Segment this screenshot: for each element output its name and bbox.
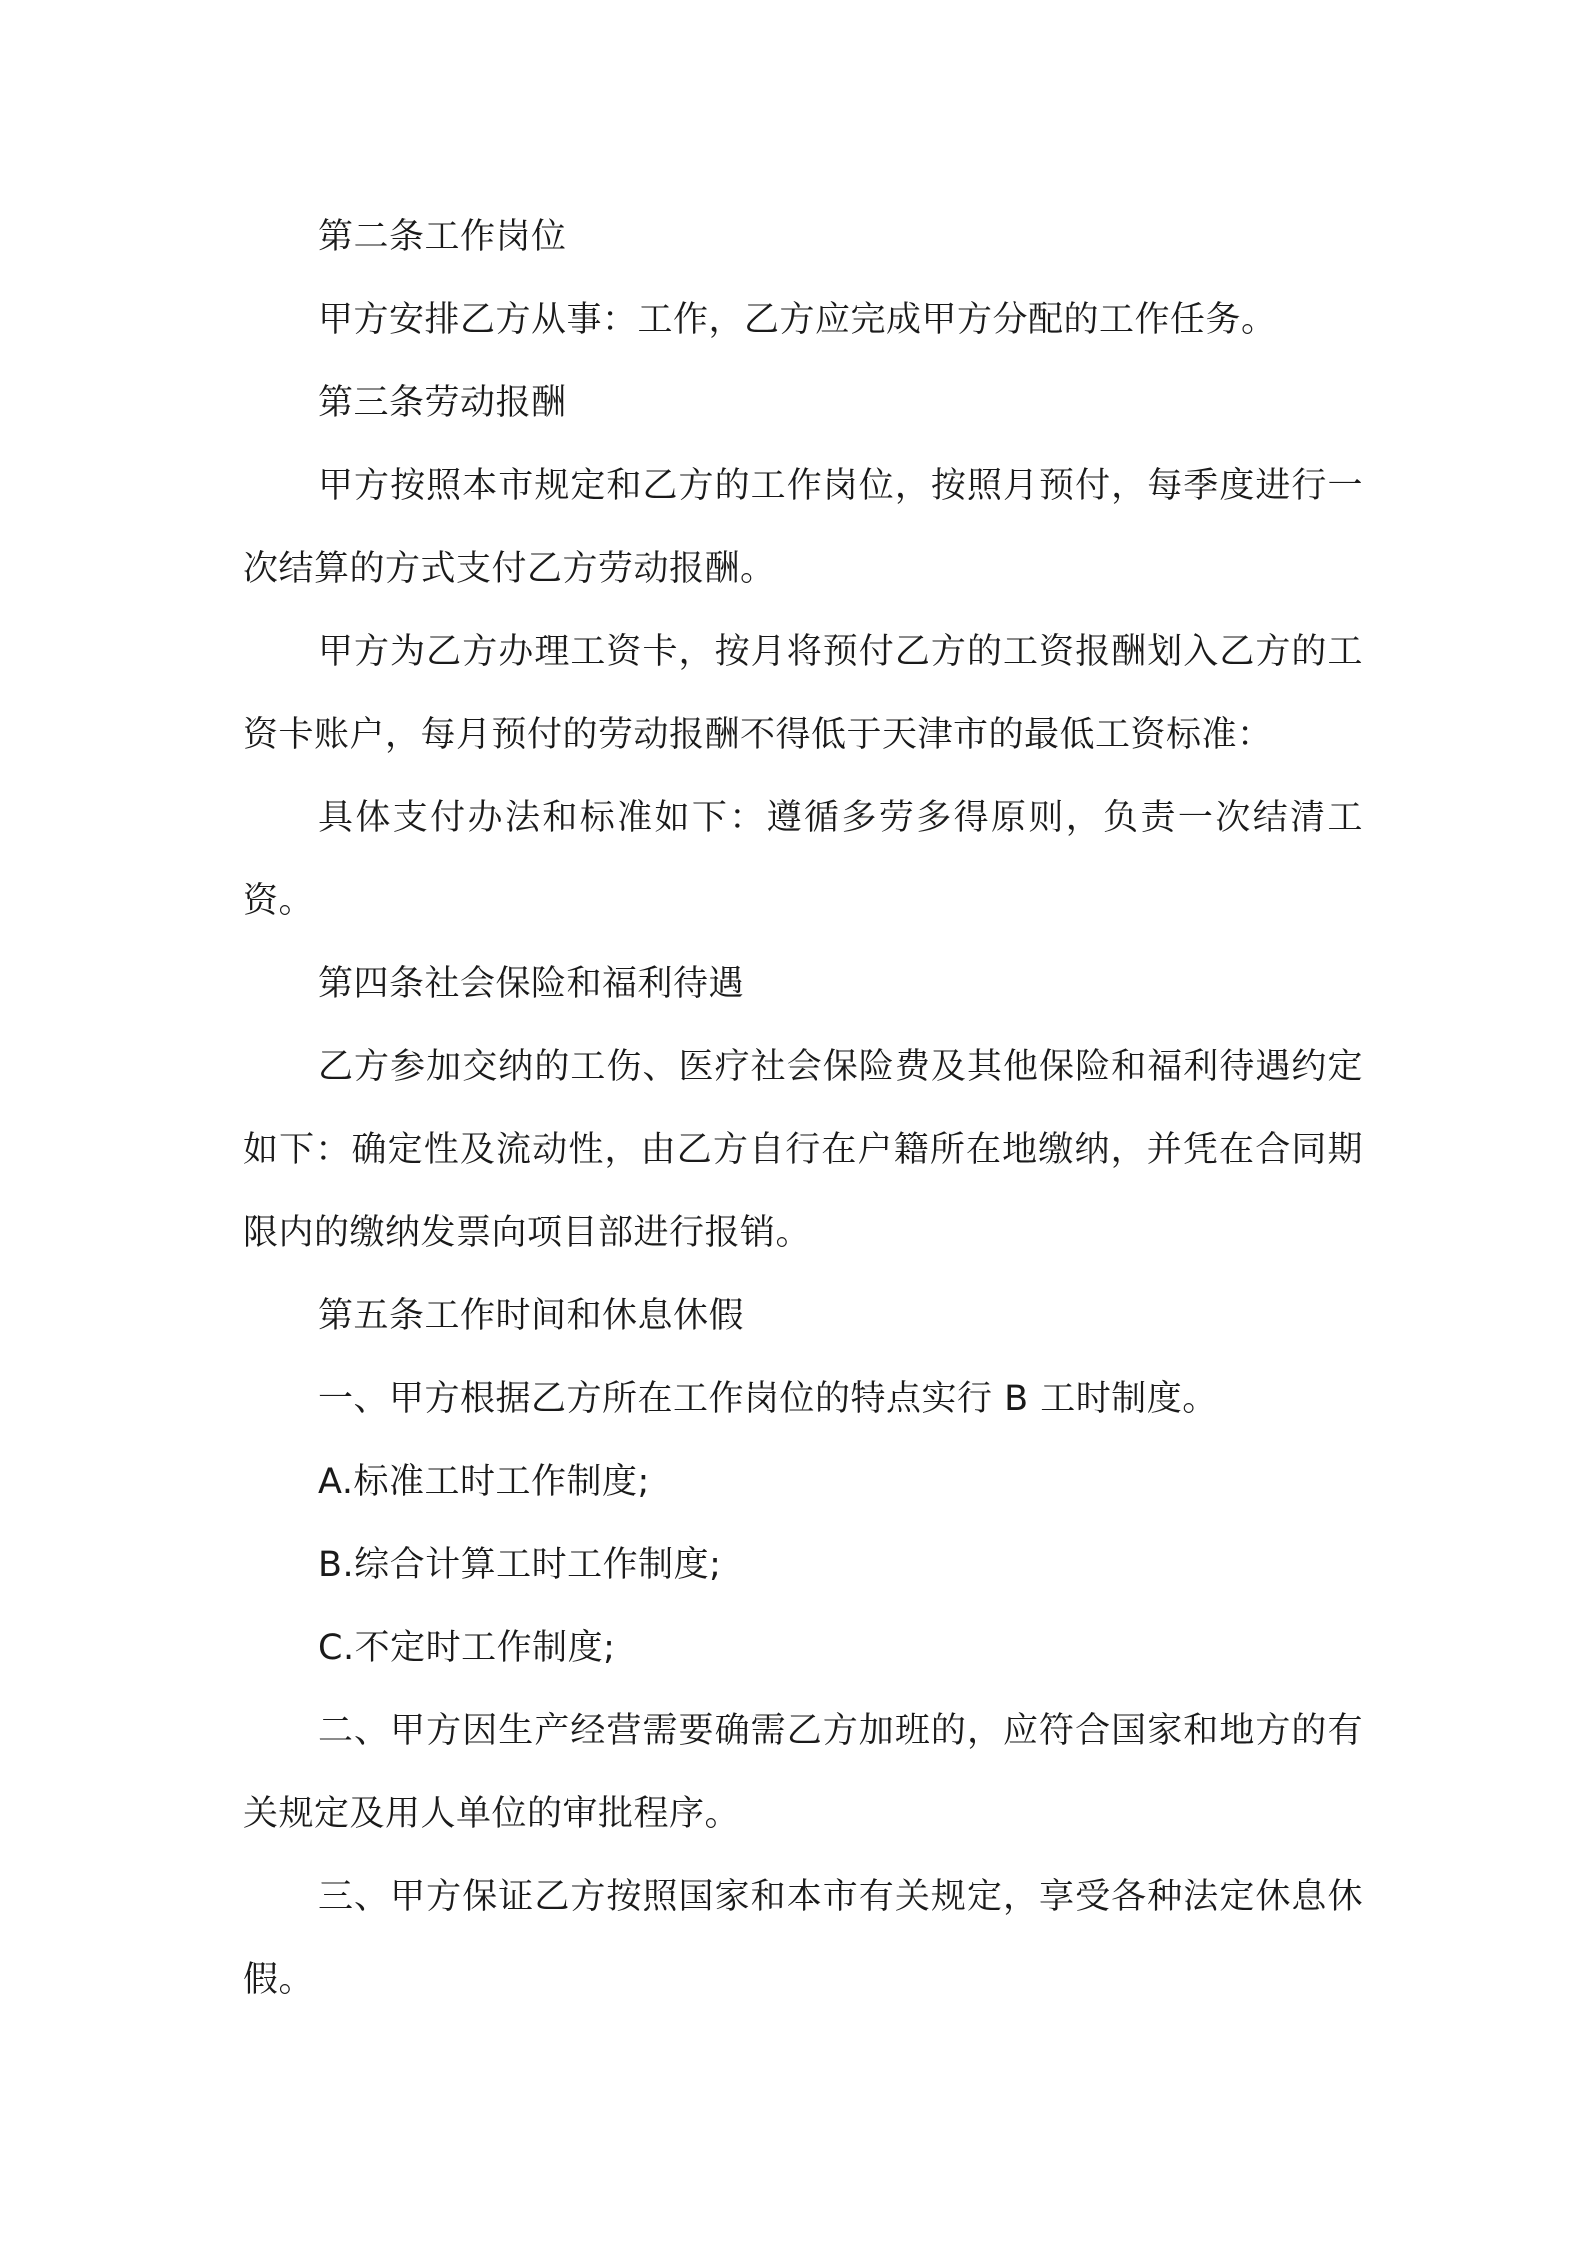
article-5-clause-2: 二、甲方因生产经营需要确需乙方加班的，应符合国家和地方的有关规定及用人单位的审批程序。	[243, 1711, 1363, 1834]
article-5-heading: 第五条工作时间和休息休假	[318, 1296, 745, 1336]
article-2-text: 甲方安排乙方从事：工作，乙方应完成甲方分配的工作任务。	[318, 300, 1277, 340]
article-3-text-3: 具体支付办法和标准如下：遵循多劳多得原则，负责一次结清工资。	[243, 798, 1363, 921]
article-4-heading: 第四条社会保险和福利待遇	[318, 964, 745, 1004]
article-4-text: 乙方参加交纳的工伤、医疗社会保险费及其他保险和福利待遇约定如下：确定性及流动性，由乙方自行在户籍所在地缴纳，并凭在合同期限内的缴纳发票向项目部进行报销。	[243, 1047, 1363, 1253]
article-3-heading: 第三条劳动报酬	[318, 383, 567, 423]
article-5-clause-3: 三、甲方保证乙方按照国家和本市有关规定，享受各种法定休息休假。	[243, 1877, 1363, 2000]
document-body	[243, 196, 1363, 2022]
article-3-text-1: 甲方按照本市规定和乙方的工作岗位，按照月预付，每季度进行一次结算的方式支付乙方劳动报酬。	[243, 466, 1363, 589]
article-2-heading: 第二条工作岗位	[318, 217, 567, 257]
article-5-clause-1: 一、甲方根据乙方所在工作岗位的特点实行 B 工时制度。	[318, 1379, 1218, 1419]
article-3-text-2: 甲方为乙方办理工资卡，按月将预付乙方的工资报酬划入乙方的工资卡账户，每月预付的劳动报酬不得低于天津市的最低工资标准：	[243, 632, 1363, 755]
option-c: C.不定时工作制度;	[318, 1628, 616, 1668]
option-b: B.综合计算工时工作制度;	[318, 1545, 722, 1585]
option-a: A.标准工时工作制度;	[318, 1462, 650, 1502]
